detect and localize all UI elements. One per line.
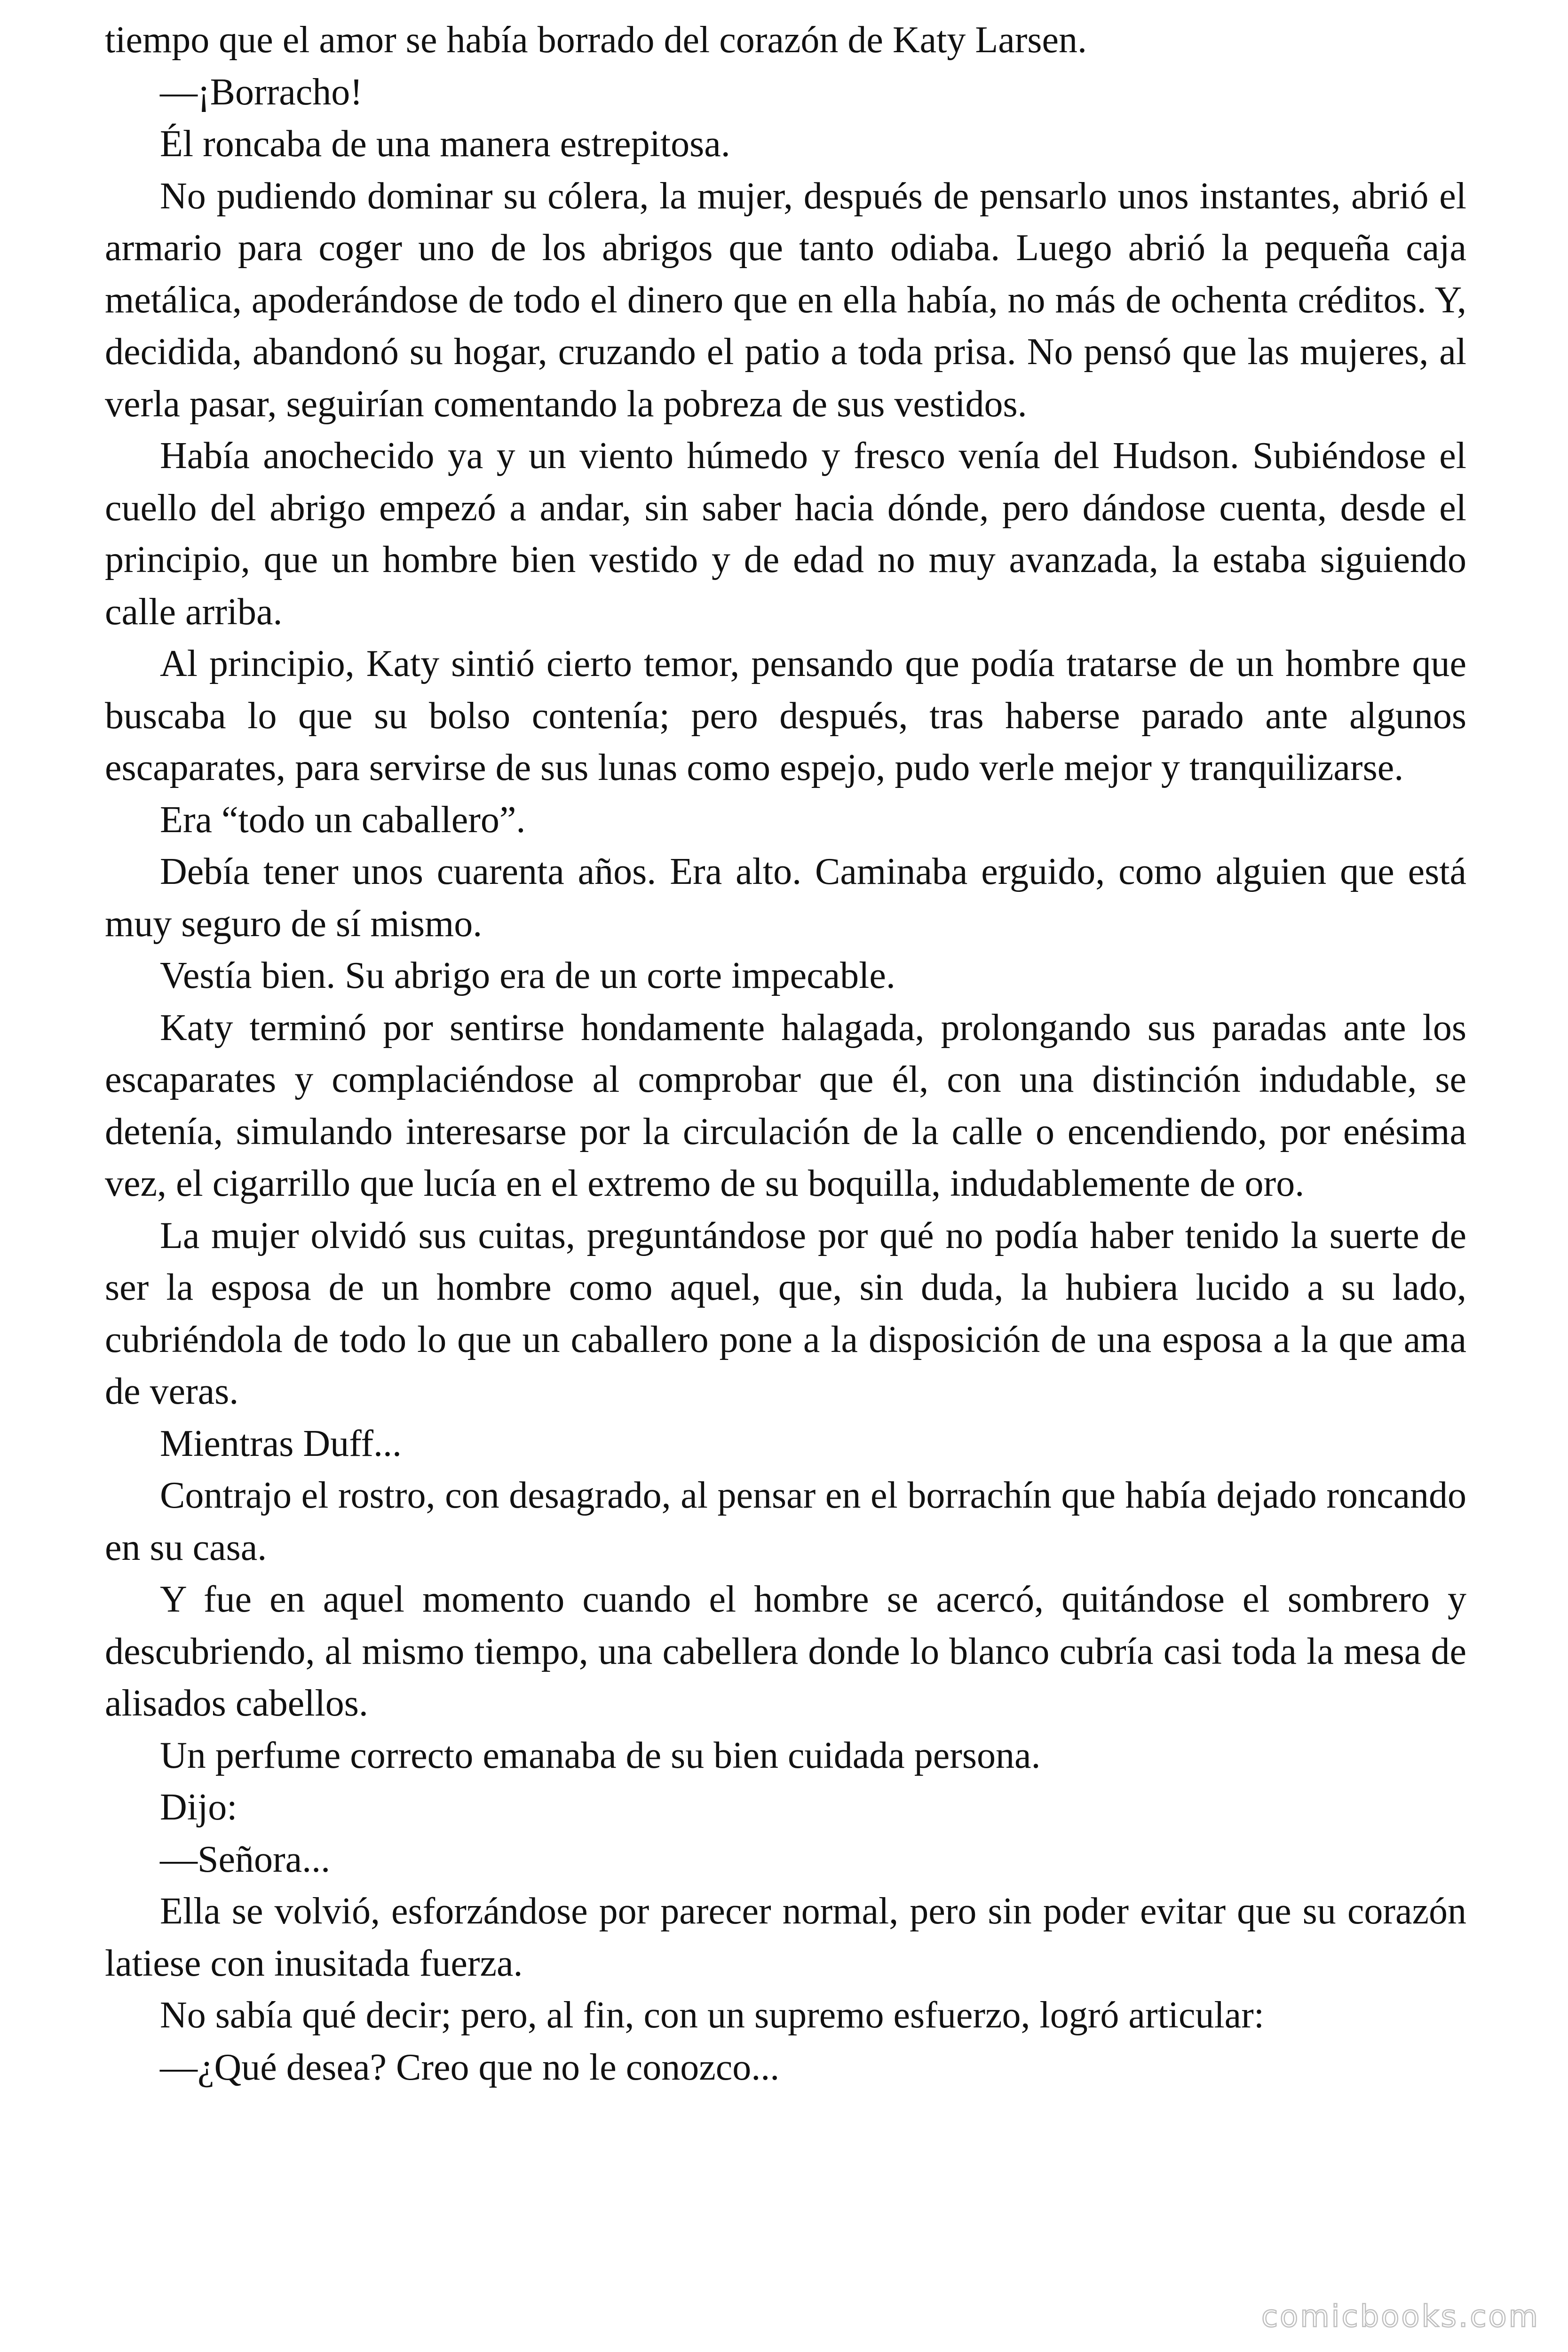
paragraph: No pudiendo dominar su cólera, la mujer, después de pensarlo unos instantes, abrió el armario para coger uno de los abrigos que tanto odiaba. Luego abrió la pequeña caja metálica, apoderándose de todo el dinero que en ella había, no más de ochenta créditos. Y, decidida, abandonó su hogar, cruzando el patio a toda prisa. No pensó que las mujeres, al verla pasar, seguirían comentando la pobreza de sus vestidos.	[105, 175, 1466, 425]
paragraph: Dijo:	[160, 1787, 238, 1828]
paragraph: Ella se volvió, esforzándose por parecer normal, pero sin poder evitar que su corazón latiese con inusitada fuerza.	[105, 1891, 1466, 1984]
paragraph: Era “todo un caballero”.	[160, 799, 526, 841]
paragraph: No sabía qué decir; pero, al fin, con un supremo esfuerzo, logró articular:	[160, 1994, 1265, 2036]
paragraph: La mujer olvidó sus cuitas, preguntándose por qué no podía haber tenido la suerte de ser la esposa de un hombre como aquel, que, sin duda, la hubiera lucido a su lado, cubriéndola de todo lo que un caballero pone a la disposición de una esposa a la que ama de veras.	[105, 1215, 1466, 1412]
paragraph: Mientras Duff...	[160, 1422, 402, 1464]
paragraph: Contrajo el rostro, con desagrado, al pensar en el borrachín que había dejado roncando en su casa.	[105, 1475, 1466, 1568]
paragraph: Al principio, Katy sintió cierto temor, pensando que podía tratarse de un hombre que buscaba lo que su bolso contenía; pero después, tras haberse parado ante algunos escaparates, para servirse de sus lunas como espejo, pudo verle mejor y tranquilizarse.	[105, 643, 1466, 788]
paragraph: —¿Qué desea? Creo que no le conozco...	[160, 2046, 780, 2088]
paragraph: tiempo que el amor se había borrado del corazón de Katy Larsen.	[105, 19, 1087, 61]
book-page-body	[105, 14, 1466, 2093]
paragraph: Debía tener unos cuarenta años. Era alto. Caminaba erguido, como alguien que está muy seguro de sí mismo.	[105, 851, 1466, 945]
paragraph: Vestía bien. Su abrigo era de un corte impecable.	[160, 955, 895, 996]
paragraph: Y fue en aquel momento cuando el hombre se acercó, quitándose el sombrero y descubriendo, al mismo tiempo, una cabellera donde lo blanco cubría casi toda la mesa de alisados cabellos.	[105, 1579, 1466, 1724]
paragraph: Un perfume correcto emanaba de su bien cuidada persona.	[160, 1734, 1041, 1776]
paragraph: —Señora...	[160, 1838, 331, 1880]
paragraph: Él roncaba de una manera estrepitosa.	[160, 123, 730, 165]
paragraph: Katy terminó por sentirse hondamente halagada, prolongando sus paradas ante los escaparates y complaciéndose al comprobar que él, con una distinción indudable, se detenía, simulando interesarse por la circulación de la calle o encendiendo, por enésima vez, el cigarrillo que lucía en el extremo de su boquilla, indudablemente de oro.	[105, 1007, 1466, 1204]
paragraph: —¡Borracho!	[160, 71, 363, 113]
watermark: comicbooks.com	[1261, 2299, 1540, 2334]
paragraph: Había anochecido ya y un viento húmedo y fresco venía del Hudson. Subiéndose el cuello del abrigo empezó a andar, sin saber hacia dónde, pero dándose cuenta, desde el principio, que un hombre bien vestido y de edad no muy avanzada, la estaba siguiendo calle arriba.	[105, 435, 1466, 633]
